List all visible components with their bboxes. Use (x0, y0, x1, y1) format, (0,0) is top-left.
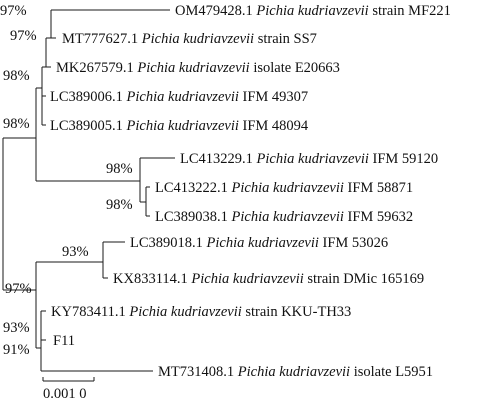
leaf-label-lc389038: LC389038.1 Pichia kudriavzevii IFM 59632 (155, 209, 414, 225)
leaf-label-lc389018: LC389018.1 Pichia kudriavzevii IFM 53026 (130, 235, 389, 251)
leaf-label-mt777627: MT777627.1 Pichia kudriavzevii strain SS7 (62, 31, 317, 47)
leaf-label-lc413229: LC413229.1 Pichia kudriavzevii IFM 59120 (180, 151, 439, 167)
leaf-label-mk267579: MK267579.1 Pichia kudriavzevii isolate E20663 (56, 60, 340, 76)
scale-bar-label: 0.001 0 (43, 386, 87, 402)
leaf-label-mt731408: MT731408.1 Pichia kudriavzevii isolate L5951 (158, 364, 434, 380)
leaf-label-ky783411: KY783411.1 Pichia kudriavzevii strain KKU-TH33 (51, 304, 352, 320)
bootstrap-value: 97% (10, 28, 37, 44)
bootstrap-value: 98% (106, 197, 133, 213)
bootstrap-value: 98% (3, 116, 30, 132)
leaf-labels (50, 3, 451, 380)
bootstrap-value: 93% (3, 320, 30, 336)
bootstrap-value: 97% (5, 281, 32, 297)
leaf-label-om479428: OM479428.1 Pichia kudriavzevii strain MF221 (175, 3, 451, 19)
leaf-label-f11: F11 (53, 333, 76, 349)
leaf-label-lc413222: LC413222.1 Pichia kudriavzevii IFM 58871 (155, 180, 414, 196)
bootstrap-value: 98% (106, 161, 133, 177)
leaf-label-lc389006: LC389006.1 Pichia kudriavzevii IFM 49307 (50, 89, 309, 105)
leaf-label-kx833114: KX833114.1 Pichia kudriavzevii strain DMic 165169 (113, 271, 425, 287)
bootstrap-value: 98% (3, 68, 30, 84)
leaf-label-lc389005: LC389005.1 Pichia kudriavzevii IFM 48094 (50, 118, 309, 134)
scale-bar (43, 377, 94, 402)
bootstrap-value: 93% (62, 244, 89, 260)
bootstrap-value: 97% (0, 3, 27, 19)
bootstrap-value: 91% (3, 342, 30, 358)
